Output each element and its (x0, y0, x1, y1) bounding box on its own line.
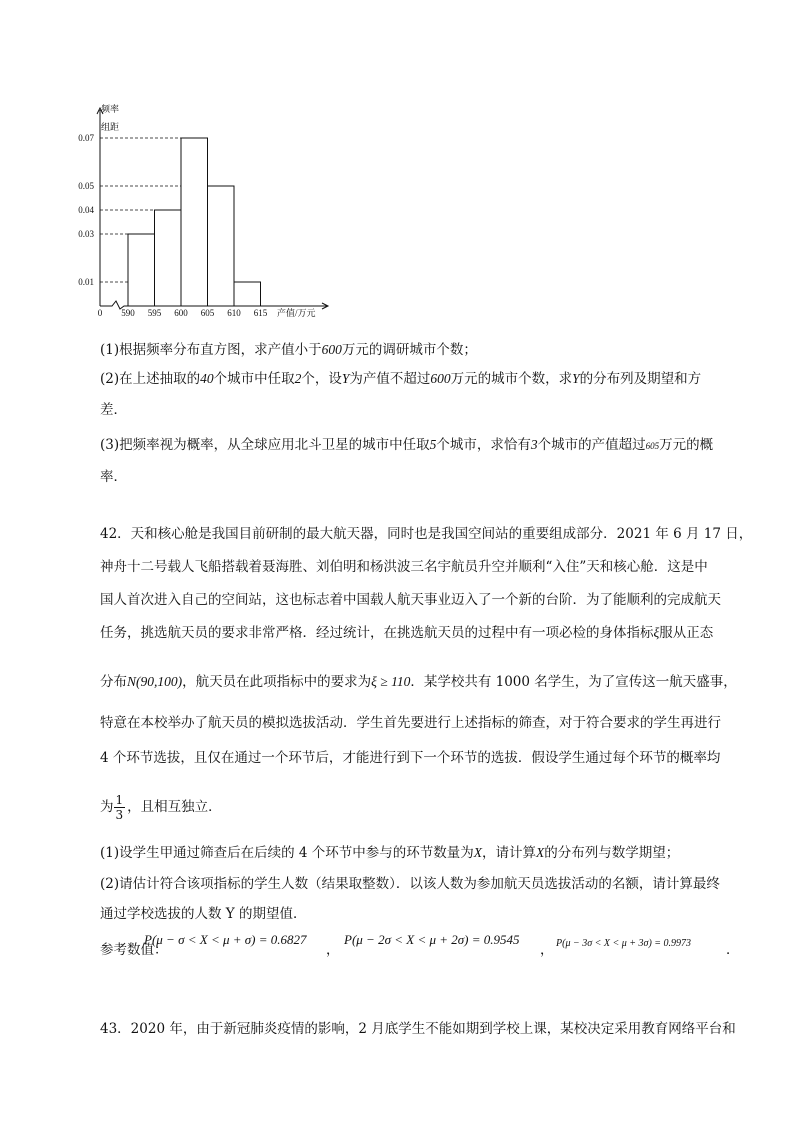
x-tick-label: 605 (200, 308, 215, 318)
y-axis-title (101, 103, 119, 132)
y-tick-label: 0.04 (78, 205, 94, 215)
x-tick-label: 615 (253, 308, 268, 318)
q42-line8: 为 $\frac{1}{3}$ ，且相互独立． (100, 793, 222, 822)
origin-label: 0 (97, 308, 103, 318)
q41-part2-line1: (2)在上述抽取的40个城市中任取2个，设Y为产值不超过600万元的城市个数，求Y的分布列及期望和方 (100, 371, 702, 387)
q42-line7: 4 个环节选拔，且仅在通过一个环节后，才能进行到下一个环节的选拔．假设学生通过每个环节的概率均 (100, 750, 721, 766)
q41-part3-line1: (3)把频率视为概率，从全球应用北斗卫星的城市中任取5个城市，求恰有3个城市的产值超过605万元的概 (100, 437, 714, 453)
q42-line6: 特意在本校举办了航天员的模拟选拔活动．学生首先要进行上述指标的筛查，对于符合要求的学生再进行 (100, 715, 721, 731)
q42-sub2: (2)请估计符合该项指标的学生人数（结果取整数）．以该人数为参加航天员选拔活动的名额，请计算最终 (100, 876, 720, 892)
q42-line2: 神舟十二号载人飞船搭载着聂海胜、刘伯明和杨洪波三名宇航员升空并顺利“入住”天和核心舱．这是中 (100, 559, 708, 575)
q42-sub1: (1)设学生甲通过筛查后在后续的 4 个环节中参与的环节数量为X，请计算X的分布列与数学期望； (100, 845, 680, 861)
histogram-bar-605-610 (208, 186, 235, 306)
histogram-bar-590-595 (128, 234, 155, 306)
y-tick-label: 0.05 (78, 181, 94, 191)
x-tick-label: 610 (227, 308, 241, 318)
histogram-bar-595-600 (155, 210, 182, 306)
q42-line1: 42．天和核心舱是我国目前研制的最大航天器，同时也是我国空间站的重要组成部分．2021 年 6 月 17 日， (100, 526, 753, 542)
q41-part1: (1)根据频率分布直方图，求产值小于600万元的调研城市个数； (100, 342, 477, 358)
q43-line1: 43．2020 年，由于新冠肺炎疫情的影响，2 月底学生不能如期到学校上课，某校决定采用教育网络平台和 (100, 1021, 736, 1037)
histogram-bar-600-605 (181, 138, 208, 306)
reference-one-sigma: P(μ − σ < X < μ + σ) = 0.6827 (144, 932, 307, 947)
y-tick-label: 0.07 (78, 133, 94, 143)
q42-reference-values: 参考数值： P(μ − σ < X < μ + σ) = 0.6827 ， P(μ − 2σ < X < μ + 2σ) = 0.9545 ， P(μ − 3σ < X < μ + 3σ) = 0.9973 ． (100, 932, 740, 958)
histogram-bar-610-615 (234, 282, 261, 306)
y-tick-label: 0.03 (78, 229, 94, 239)
y-axis-title-line2: 组距 (100, 122, 120, 132)
q41-part2-line2: 差． (100, 402, 127, 418)
q42-line4: 任务，挑选航天员的要求非常严格．经过统计，在挑选航天员的过程中有一项必检的身体指标ξ服从正态 (100, 625, 714, 641)
fraction-one-third: $\frac{1}{3}$ (115, 793, 124, 822)
y-axis-title-line1: 频率 (100, 104, 120, 114)
reference-two-sigma: P(μ − 2σ < X < μ + 2σ) = 0.9545 (344, 932, 520, 947)
frequency-histogram (72, 102, 342, 324)
y-tick-label: 0.01 (78, 277, 94, 287)
x-tick-label: 590 (121, 308, 135, 318)
q42-line5: 分布N(90,100)，航天员在此项指标中的要求为ξ ≥ 110．某学校共有 1000 名学生，为了宣传这一航天盛事， (100, 674, 737, 690)
q42-line3: 国人首次进入自己的空间站，这也标志着中国载人航天事业迈入了一个新的台阶．为了能顺利的完成航天 (100, 592, 721, 608)
reference-three-sigma: P(μ − 3σ < X < μ + 3σ) = 0.9973 (556, 938, 692, 949)
q42-sub2-line2: 通过学校选拔的人数 Y 的期望值． (100, 906, 307, 922)
number-600: 600 (321, 342, 342, 357)
x-axis-title: 产值/万元 (277, 308, 316, 318)
x-tick-label: 600 (174, 308, 188, 318)
x-tick-label: 595 (147, 308, 162, 318)
q41-part3-line2: 率． (100, 469, 127, 485)
